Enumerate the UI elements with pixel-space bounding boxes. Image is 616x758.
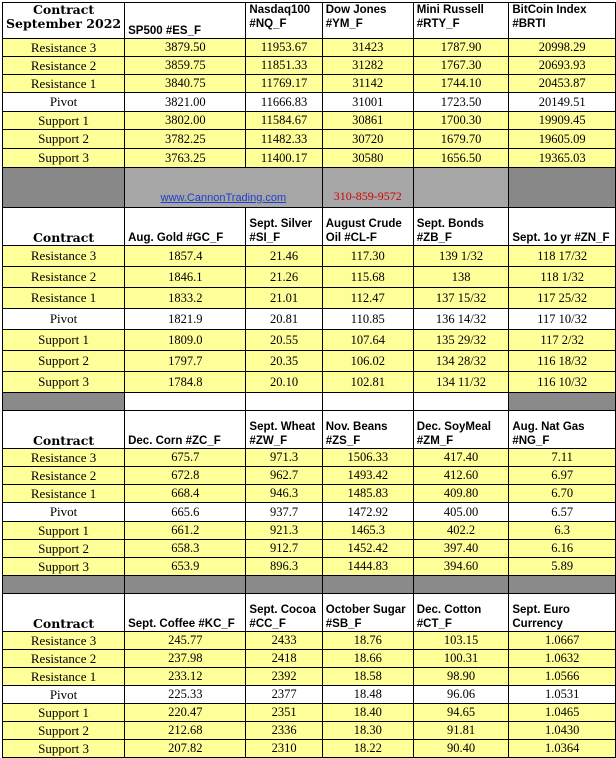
level-value: 21.26: [246, 267, 322, 288]
instrument-header-line: Sept. 1o yr #ZN_F: [512, 232, 610, 244]
level-value: 1679.70: [413, 130, 509, 149]
instrument-header-line: Sept. Bonds: [416, 218, 484, 230]
level-label: Support 2: [3, 130, 125, 149]
level-value: 30580: [322, 149, 413, 168]
instrument-header-line: #YM_F: [325, 18, 363, 30]
instrument-header: [125, 411, 246, 449]
level-value: 11953.67: [246, 39, 322, 57]
level-value: 394.60: [413, 558, 509, 576]
level-value: 971.3: [246, 449, 322, 467]
level-value: 1.0566: [509, 668, 616, 686]
level-row: [3, 330, 616, 351]
level-row: [3, 57, 616, 75]
level-value: 6.97: [509, 467, 616, 485]
instrument-header: [413, 594, 509, 632]
divider-cell: [509, 393, 616, 411]
instrument-header: [509, 208, 616, 246]
level-value: 1472.92: [322, 503, 413, 522]
instrument-header: [509, 3, 616, 39]
level-label: Resistance 2: [3, 467, 125, 485]
level-value: 6.3: [509, 522, 616, 540]
instrument-header: [246, 3, 322, 39]
level-value: 417.40: [413, 449, 509, 467]
instrument-header-line: #NQ_F: [249, 18, 287, 30]
contract-header-line: Contract: [32, 616, 95, 631]
level-label: Resistance 1: [3, 288, 125, 309]
level-value: 1857.4: [125, 246, 246, 267]
level-value: 3821.00: [125, 93, 246, 112]
level-row: [3, 540, 616, 558]
level-value: 937.7: [246, 503, 322, 522]
level-value: 117.30: [322, 246, 413, 267]
level-label: Resistance 1: [3, 485, 125, 503]
instrument-header: [509, 411, 616, 449]
level-row: [3, 449, 616, 467]
level-value: 20453.87: [509, 75, 616, 93]
phone-number: 310-859-9572: [322, 168, 413, 208]
website-link[interactable]: www.CannonTrading.com: [125, 168, 323, 208]
section-header-row: [3, 3, 616, 39]
level-value: 100.31: [413, 650, 509, 668]
level-value: 98.90: [413, 668, 509, 686]
level-value: 18.66: [322, 650, 413, 668]
divider-cell: [413, 393, 509, 411]
level-value: 212.68: [125, 722, 246, 740]
instrument-header: [413, 411, 509, 449]
level-value: 1767.30: [413, 57, 509, 75]
level-label: Resistance 1: [3, 75, 125, 93]
instrument-header-line: Nov. Beans: [325, 421, 388, 433]
level-value: 31282: [322, 57, 413, 75]
contract-header-line: Contract: [32, 433, 95, 448]
level-label: Pivot: [3, 93, 125, 112]
divider-cell: [3, 576, 125, 594]
gap-cell: [3, 168, 125, 208]
level-label: Support 3: [3, 740, 125, 758]
level-row: [3, 740, 616, 758]
level-value: 668.4: [125, 485, 246, 503]
level-value: 1744.10: [413, 75, 509, 93]
level-value: 3763.25: [125, 149, 246, 168]
level-value: 116 10/32: [509, 372, 616, 393]
level-value: 18.40: [322, 704, 413, 722]
divider-cell: [322, 393, 413, 411]
level-value: 102.81: [322, 372, 413, 393]
level-value: 1.0465: [509, 704, 616, 722]
level-label: Resistance 1: [3, 668, 125, 686]
level-value: 18.30: [322, 722, 413, 740]
level-row: [3, 39, 616, 57]
level-value: 90.40: [413, 740, 509, 758]
level-value: 2336: [246, 722, 322, 740]
contract-header: [3, 594, 125, 632]
level-value: 137 15/32: [413, 288, 509, 309]
level-row: [3, 503, 616, 522]
level-value: 1.0430: [509, 722, 616, 740]
instrument-header-line: Sept. Cocoa: [249, 604, 316, 616]
instrument-header-line: October Sugar: [325, 604, 406, 616]
level-value: 20149.51: [509, 93, 616, 112]
level-row: [3, 722, 616, 740]
instrument-header-line: Sept. Euro: [512, 604, 570, 616]
level-label: Support 1: [3, 522, 125, 540]
level-value: 5.89: [509, 558, 616, 576]
level-value: 21.01: [246, 288, 322, 309]
gap-cell: [413, 168, 509, 208]
level-value: 118 17/32: [509, 246, 616, 267]
level-value: 134 28/32: [413, 351, 509, 372]
level-value: 117 25/32: [509, 288, 616, 309]
level-value: 2392: [246, 668, 322, 686]
level-row: [3, 267, 616, 288]
level-row: [3, 149, 616, 168]
level-value: 962.7: [246, 467, 322, 485]
level-row: [3, 309, 616, 330]
level-label: Support 1: [3, 112, 125, 130]
section-divider: [3, 576, 616, 594]
level-value: 117 10/32: [509, 309, 616, 330]
level-value: 397.40: [413, 540, 509, 558]
level-value: 3879.50: [125, 39, 246, 57]
level-value: 245.77: [125, 632, 246, 650]
level-row: [3, 351, 616, 372]
instrument-header: [322, 208, 413, 246]
level-value: 30861: [322, 112, 413, 130]
instrument-header-line: SP500 #ES_F: [128, 25, 201, 37]
level-value: 11851.33: [246, 57, 322, 75]
level-value: 233.12: [125, 668, 246, 686]
level-value: 115.68: [322, 267, 413, 288]
level-row: [3, 372, 616, 393]
instrument-header-line: #ZS_F: [325, 435, 361, 447]
level-value: 2418: [246, 650, 322, 668]
level-value: 661.2: [125, 522, 246, 540]
level-value: 18.58: [322, 668, 413, 686]
level-value: 896.3: [246, 558, 322, 576]
level-value: 30720: [322, 130, 413, 149]
level-value: 2351: [246, 704, 322, 722]
instrument-header-line: #ZB_F: [416, 232, 452, 244]
level-value: 21.46: [246, 246, 322, 267]
level-row: [3, 485, 616, 503]
divider-cell: [509, 576, 616, 594]
instrument-header-line: Dec. Cotton: [416, 604, 482, 616]
level-value: 1784.8: [125, 372, 246, 393]
level-value: 19365.03: [509, 149, 616, 168]
level-row: [3, 668, 616, 686]
level-label: Pivot: [3, 309, 125, 330]
instrument-header: [322, 3, 413, 39]
level-value: 665.6: [125, 503, 246, 522]
contract-header: [3, 208, 125, 246]
level-row: [3, 93, 616, 112]
level-row: [3, 130, 616, 149]
level-value: 19909.45: [509, 112, 616, 130]
level-value: 106.02: [322, 351, 413, 372]
level-row: [3, 288, 616, 309]
instrument-header-line: Oil #CL-F: [325, 232, 377, 244]
level-value: 135 29/32: [413, 330, 509, 351]
divider-cell: [322, 576, 413, 594]
level-value: 1.0531: [509, 686, 616, 704]
level-value: 1506.33: [322, 449, 413, 467]
level-value: 20.55: [246, 330, 322, 351]
level-value: 1787.90: [413, 39, 509, 57]
level-label: Support 1: [3, 704, 125, 722]
level-value: 921.3: [246, 522, 322, 540]
level-value: 11666.83: [246, 93, 322, 112]
level-value: 19605.09: [509, 130, 616, 149]
instrument-header-line: #RTY_F: [416, 18, 460, 30]
instrument-header: [322, 411, 413, 449]
level-value: 6.16: [509, 540, 616, 558]
instrument-header-line: Aug. Nat Gas #NG_F: [512, 421, 585, 447]
level-value: 1846.1: [125, 267, 246, 288]
level-value: 207.82: [125, 740, 246, 758]
level-value: 1493.42: [322, 467, 413, 485]
instrument-header-line: Mini Russell: [416, 4, 484, 16]
level-label: Resistance 3: [3, 632, 125, 650]
contact-bar: [3, 168, 616, 208]
instrument-header-line: #ZW_F: [249, 435, 288, 447]
instrument-header-line: Sept. Silver: [249, 218, 313, 230]
level-value: 18.22: [322, 740, 413, 758]
level-value: 672.8: [125, 467, 246, 485]
instrument-header-line: #CC_F: [249, 618, 286, 630]
level-value: 1485.83: [322, 485, 413, 503]
level-value: 18.76: [322, 632, 413, 650]
level-value: 912.7: [246, 540, 322, 558]
level-value: 94.65: [413, 704, 509, 722]
level-value: 11400.17: [246, 149, 322, 168]
level-label: Support 3: [3, 149, 125, 168]
level-label: Resistance 3: [3, 449, 125, 467]
contract-header-line: Contract: [32, 230, 95, 245]
level-value: 18.48: [322, 686, 413, 704]
level-label: Support 2: [3, 351, 125, 372]
level-value: 946.3: [246, 485, 322, 503]
level-value: 1452.42: [322, 540, 413, 558]
level-value: 139 1/32: [413, 246, 509, 267]
instrument-header-line: August Crude: [325, 218, 402, 230]
level-row: [3, 522, 616, 540]
contract-month-line: September 2022: [6, 16, 122, 31]
level-value: 91.81: [413, 722, 509, 740]
divider-cell: [3, 393, 125, 411]
instrument-header-line: Nasdaq100: [249, 4, 311, 16]
instrument-header-line: #CT_F: [416, 618, 452, 630]
level-value: 3802.00: [125, 112, 246, 130]
level-value: 20.81: [246, 309, 322, 330]
level-value: 20.35: [246, 351, 322, 372]
instrument-header: [125, 594, 246, 632]
level-value: 2310: [246, 740, 322, 758]
level-label: Support 3: [3, 558, 125, 576]
instrument-header-line: Currency: [512, 618, 563, 630]
contract-header-line: Contract: [32, 2, 95, 17]
level-value: 220.47: [125, 704, 246, 722]
level-row: [3, 558, 616, 576]
level-value: 1465.3: [322, 522, 413, 540]
level-row: [3, 112, 616, 130]
instrument-header-line: #SI_F: [249, 232, 281, 244]
level-value: 2433: [246, 632, 322, 650]
level-value: 225.33: [125, 686, 246, 704]
level-value: 136 14/32: [413, 309, 509, 330]
level-label: Resistance 3: [3, 246, 125, 267]
level-label: Pivot: [3, 503, 125, 522]
level-value: 6.57: [509, 503, 616, 522]
section-header-row: [3, 411, 616, 449]
instrument-header: [125, 3, 246, 39]
instrument-header: [246, 411, 322, 449]
level-value: 3782.25: [125, 130, 246, 149]
level-row: [3, 632, 616, 650]
section-header-row: [3, 208, 616, 246]
level-value: 96.06: [413, 686, 509, 704]
level-value: 409.80: [413, 485, 509, 503]
level-value: 11584.67: [246, 112, 322, 130]
instrument-header-line: Sept. Coffee #KC_F: [128, 618, 235, 630]
instrument-header-line: Sept. Wheat: [249, 421, 316, 433]
level-value: 31423: [322, 39, 413, 57]
level-value: 1.0364: [509, 740, 616, 758]
level-value: 20.10: [246, 372, 322, 393]
instrument-header-line: BitCoin Index #BRTI: [512, 4, 587, 30]
instrument-header-line: Dec. SoyMeal: [416, 421, 491, 433]
instrument-header: [125, 208, 246, 246]
level-value: 3840.75: [125, 75, 246, 93]
level-row: [3, 246, 616, 267]
instrument-header: [246, 208, 322, 246]
level-value: 402.2: [413, 522, 509, 540]
level-row: [3, 75, 616, 93]
instrument-header-line: Aug. Gold #GC_F: [128, 232, 224, 244]
level-value: 3859.75: [125, 57, 246, 75]
level-value: 1.0667: [509, 632, 616, 650]
gap-cell: [509, 168, 616, 208]
level-value: 134 11/32: [413, 372, 509, 393]
level-value: 653.9: [125, 558, 246, 576]
level-value: 1700.30: [413, 112, 509, 130]
divider-cell: [125, 393, 246, 411]
level-value: 1809.0: [125, 330, 246, 351]
level-value: 116 18/32: [509, 351, 616, 372]
level-value: 11482.33: [246, 130, 322, 149]
level-value: 31001: [322, 93, 413, 112]
level-value: 31142: [322, 75, 413, 93]
section-divider: [3, 393, 616, 411]
level-label: Resistance 2: [3, 650, 125, 668]
level-value: 1656.50: [413, 149, 509, 168]
level-label: Support 1: [3, 330, 125, 351]
level-row: [3, 704, 616, 722]
instrument-header-line: Dow Jones: [325, 4, 387, 16]
pivot-levels-table: [2, 2, 616, 758]
section-header-row: [3, 594, 616, 632]
level-value: 118 1/32: [509, 267, 616, 288]
level-row: [3, 686, 616, 704]
level-label: Resistance 2: [3, 267, 125, 288]
instrument-header: [246, 594, 322, 632]
level-value: 103.15: [413, 632, 509, 650]
contract-header: [3, 411, 125, 449]
level-value: 7.11: [509, 449, 616, 467]
level-value: 405.00: [413, 503, 509, 522]
level-value: 2377: [246, 686, 322, 704]
instrument-header: [509, 594, 616, 632]
instrument-header-line: #ZM_F: [416, 435, 454, 447]
level-label: Resistance 3: [3, 39, 125, 57]
instrument-header: [413, 3, 509, 39]
level-row: [3, 467, 616, 485]
level-label: Support 2: [3, 722, 125, 740]
level-value: 1.0632: [509, 650, 616, 668]
instrument-header-line: Dec. Corn #ZC_F: [128, 435, 221, 447]
level-value: 110.85: [322, 309, 413, 330]
level-value: 107.64: [322, 330, 413, 351]
level-value: 117 2/32: [509, 330, 616, 351]
divider-cell: [413, 576, 509, 594]
level-label: Pivot: [3, 686, 125, 704]
level-value: 1444.83: [322, 558, 413, 576]
level-value: 412.60: [413, 467, 509, 485]
level-value: 11769.17: [246, 75, 322, 93]
instrument-header: [322, 594, 413, 632]
level-label: Support 3: [3, 372, 125, 393]
level-value: 1797.7: [125, 351, 246, 372]
divider-cell: [125, 576, 246, 594]
instrument-header: [413, 208, 509, 246]
level-value: 20693.93: [509, 57, 616, 75]
level-value: 1833.2: [125, 288, 246, 309]
level-value: 675.7: [125, 449, 246, 467]
level-value: 1821.9: [125, 309, 246, 330]
level-value: 237.98: [125, 650, 246, 668]
level-value: 658.3: [125, 540, 246, 558]
level-value: 112.47: [322, 288, 413, 309]
level-value: 1723.50: [413, 93, 509, 112]
level-value: 20998.29: [509, 39, 616, 57]
divider-cell: [246, 393, 322, 411]
contract-header: [3, 3, 125, 39]
level-label: Resistance 2: [3, 57, 125, 75]
level-value: 6.70: [509, 485, 616, 503]
instrument-header-line: #SB_F: [325, 618, 362, 630]
divider-cell: [246, 576, 322, 594]
level-row: [3, 650, 616, 668]
level-label: Support 2: [3, 540, 125, 558]
level-value: 138: [413, 267, 509, 288]
